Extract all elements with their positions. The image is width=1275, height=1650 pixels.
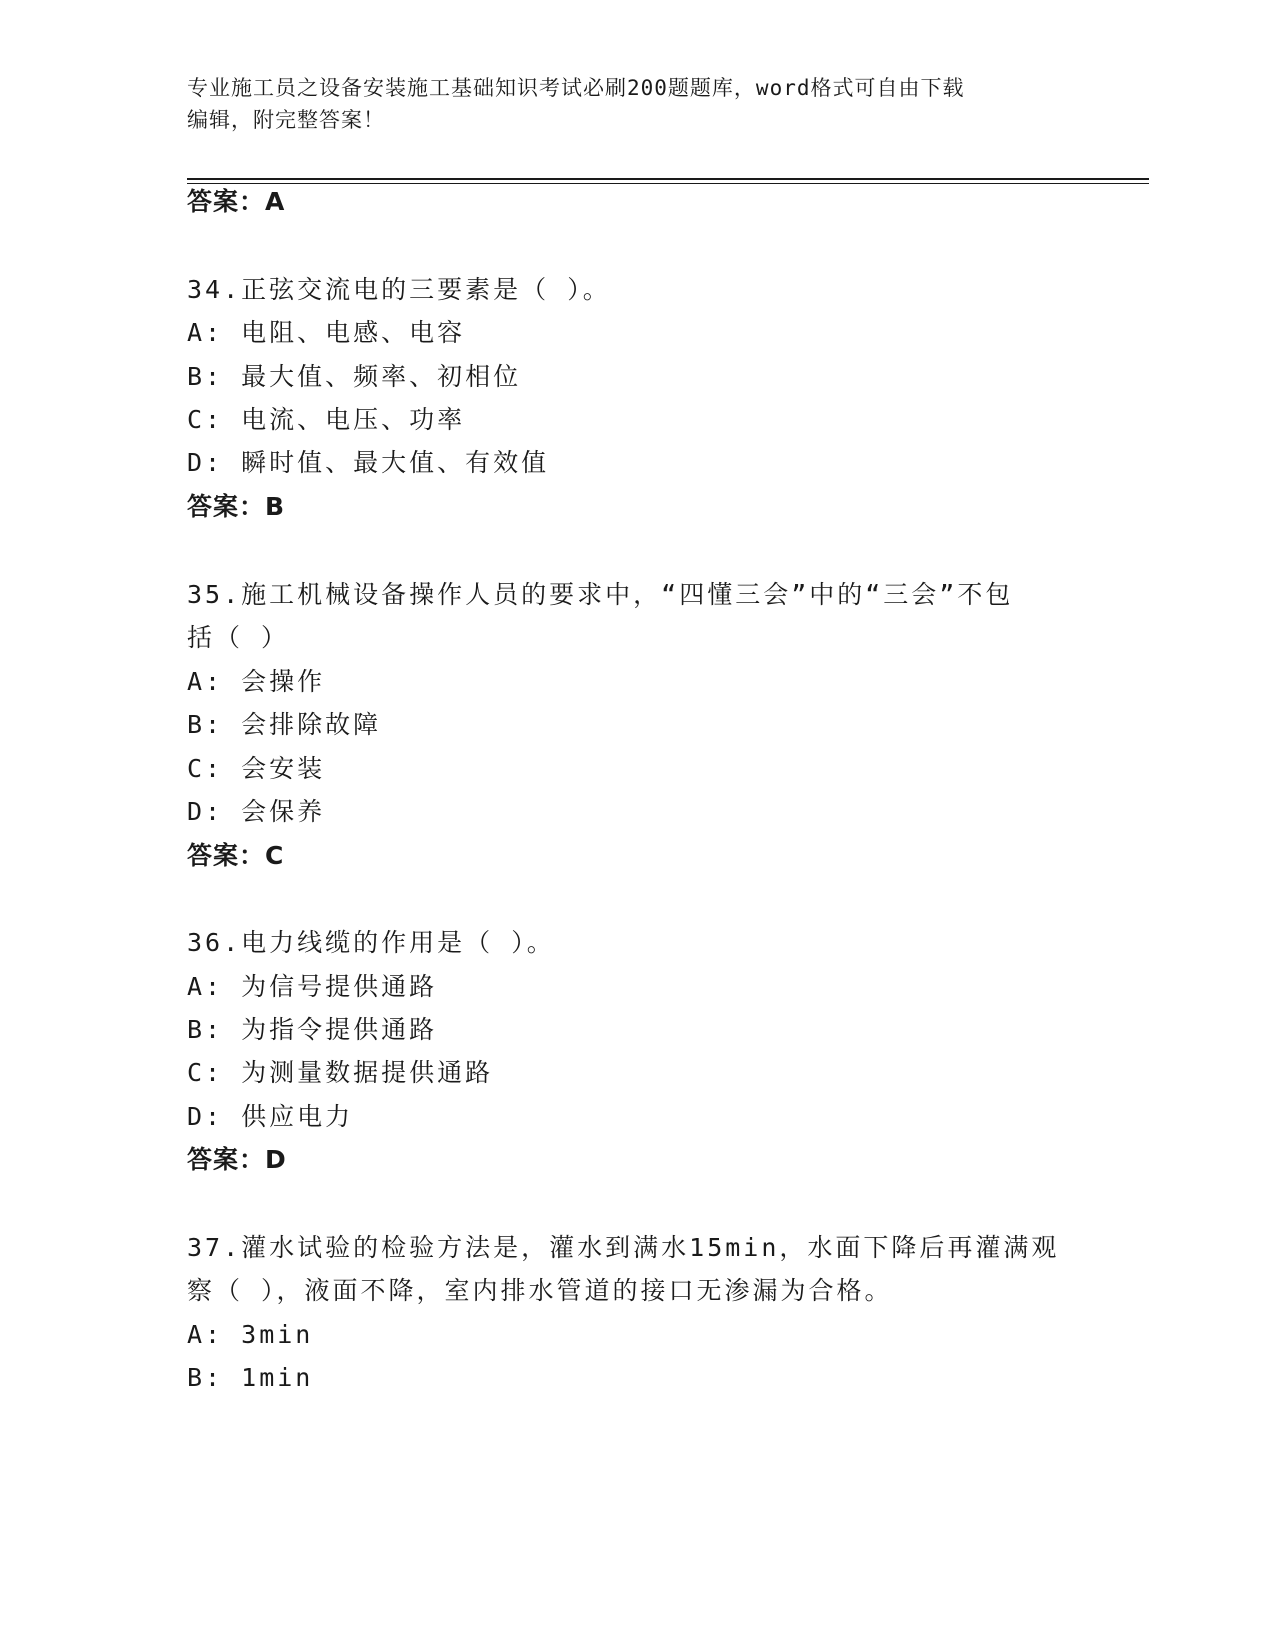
question-35-answer: 答案：C xyxy=(187,841,285,870)
question-36-option-a: A: 为信号提供通路 xyxy=(187,972,438,1001)
question-35-stem-line-1: 35.施工机械设备操作人员的要求中，“四懂三会”中的“三会”不包 xyxy=(187,580,1014,609)
question-34-option-c: C: 电流、电压、功率 xyxy=(187,405,466,434)
question-34-option-d: D: 瞬时值、最大值、有效值 xyxy=(187,448,550,477)
question-35-option-a: A: 会操作 xyxy=(187,667,326,696)
question-35-option-b: B: 会排除故障 xyxy=(187,710,382,739)
document-header xyxy=(187,72,1067,136)
question-37-option-b: B: 1min xyxy=(187,1363,314,1392)
question-34-answer: 答案：B xyxy=(187,492,286,521)
header-line-1: 专业施工员之设备安装施工基础知识考试必刷200题题库，word格式可自由下载 xyxy=(187,76,965,100)
question-34-option-a: A: 电阻、电感、电容 xyxy=(187,318,466,347)
question-36-option-c: C: 为测量数据提供通路 xyxy=(187,1058,494,1087)
question-36-answer: 答案：D xyxy=(187,1145,287,1174)
question-37-stem-line-2: 察（ ），液面不降，室内排水管道的接口无渗漏为合格。 xyxy=(187,1276,893,1305)
header-line-2: 编辑，附完整答案！ xyxy=(187,108,385,132)
question-35-option-c: C: 会安装 xyxy=(187,754,326,783)
question-35-stem-line-2: 括（ ） xyxy=(187,623,290,652)
question-36-stem: 36.电力线缆的作用是（ ）。 xyxy=(187,928,555,957)
question-36-option-d: D: 供应电力 xyxy=(187,1102,354,1131)
question-36-option-b: B: 为指令提供通路 xyxy=(187,1015,438,1044)
question-37-option-a: A: 3min xyxy=(187,1320,314,1349)
header-divider-thin xyxy=(187,183,1149,184)
question-34-option-b: B: 最大值、频率、初相位 xyxy=(187,362,522,391)
question-37-stem-line-1: 37.灌水试验的检验方法是，灌水到满水15min，水面下降后再灌满观 xyxy=(187,1233,1060,1262)
header-divider-thick xyxy=(187,178,1149,180)
question-34-stem: 34.正弦交流电的三要素是（ ）。 xyxy=(187,275,611,304)
question-35-option-d: D: 会保养 xyxy=(187,797,326,826)
answer-previous: 答案：A xyxy=(187,187,286,216)
